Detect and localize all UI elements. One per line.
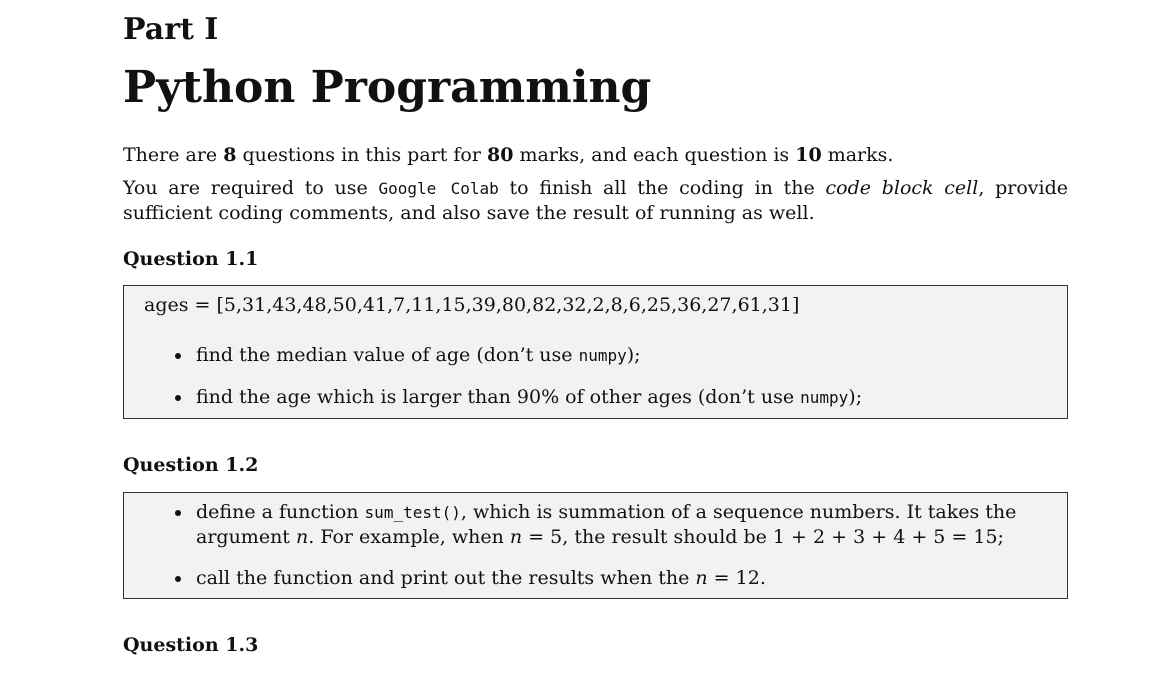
- question-box-1-1: [123, 285, 1068, 419]
- intro-paragraph-instructions: You are required to use Google Colab to finish all the coding in the code block cell, provide sufficient coding comments, and also save the result of running as well.: [123, 177, 1069, 224]
- bullet-icon: [175, 353, 181, 359]
- intro-paragraph-marks: There are 8 questions in this part for 80 marks, and each question is 10 marks.: [123, 144, 894, 166]
- bullet-icon: [175, 395, 181, 401]
- emphasis-text: code block cell: [825, 177, 979, 199]
- question-heading-1-2: Question 1.2: [123, 454, 259, 476]
- question-heading-1-1: Question 1.1: [123, 248, 259, 270]
- tool-name: Google Colab: [378, 179, 499, 198]
- part-label: Part I: [123, 12, 219, 47]
- marks-per-question: 10: [795, 144, 822, 166]
- ages-list: ages = [5,31,43,48,50,41,7,11,15,39,80,82,32,2,8,6,25,36,27,61,31]: [144, 294, 800, 316]
- list-item: define a function sum_test(), which is summation of a sequence numbers. It takes the argument n. For example, when n = 5, the result should be 1 + 2 + 3 + 4 + 5 = 15;: [196, 500, 1056, 549]
- list-item: find the median value of age (don’t use numpy);: [196, 343, 1056, 368]
- bullet-icon: [175, 576, 181, 582]
- bullet-icon: [175, 510, 181, 516]
- question-count: 8: [223, 144, 237, 166]
- part-title: Python Programming: [123, 62, 652, 113]
- list-item: call the function and print out the results when the n = 12.: [196, 566, 1056, 590]
- total-marks: 80: [487, 144, 514, 166]
- question-heading-1-3: Question 1.3: [123, 634, 259, 656]
- question-box-1-2: [123, 492, 1068, 599]
- list-item: find the age which is larger than 90% of other ages (don’t use numpy);: [196, 385, 1056, 410]
